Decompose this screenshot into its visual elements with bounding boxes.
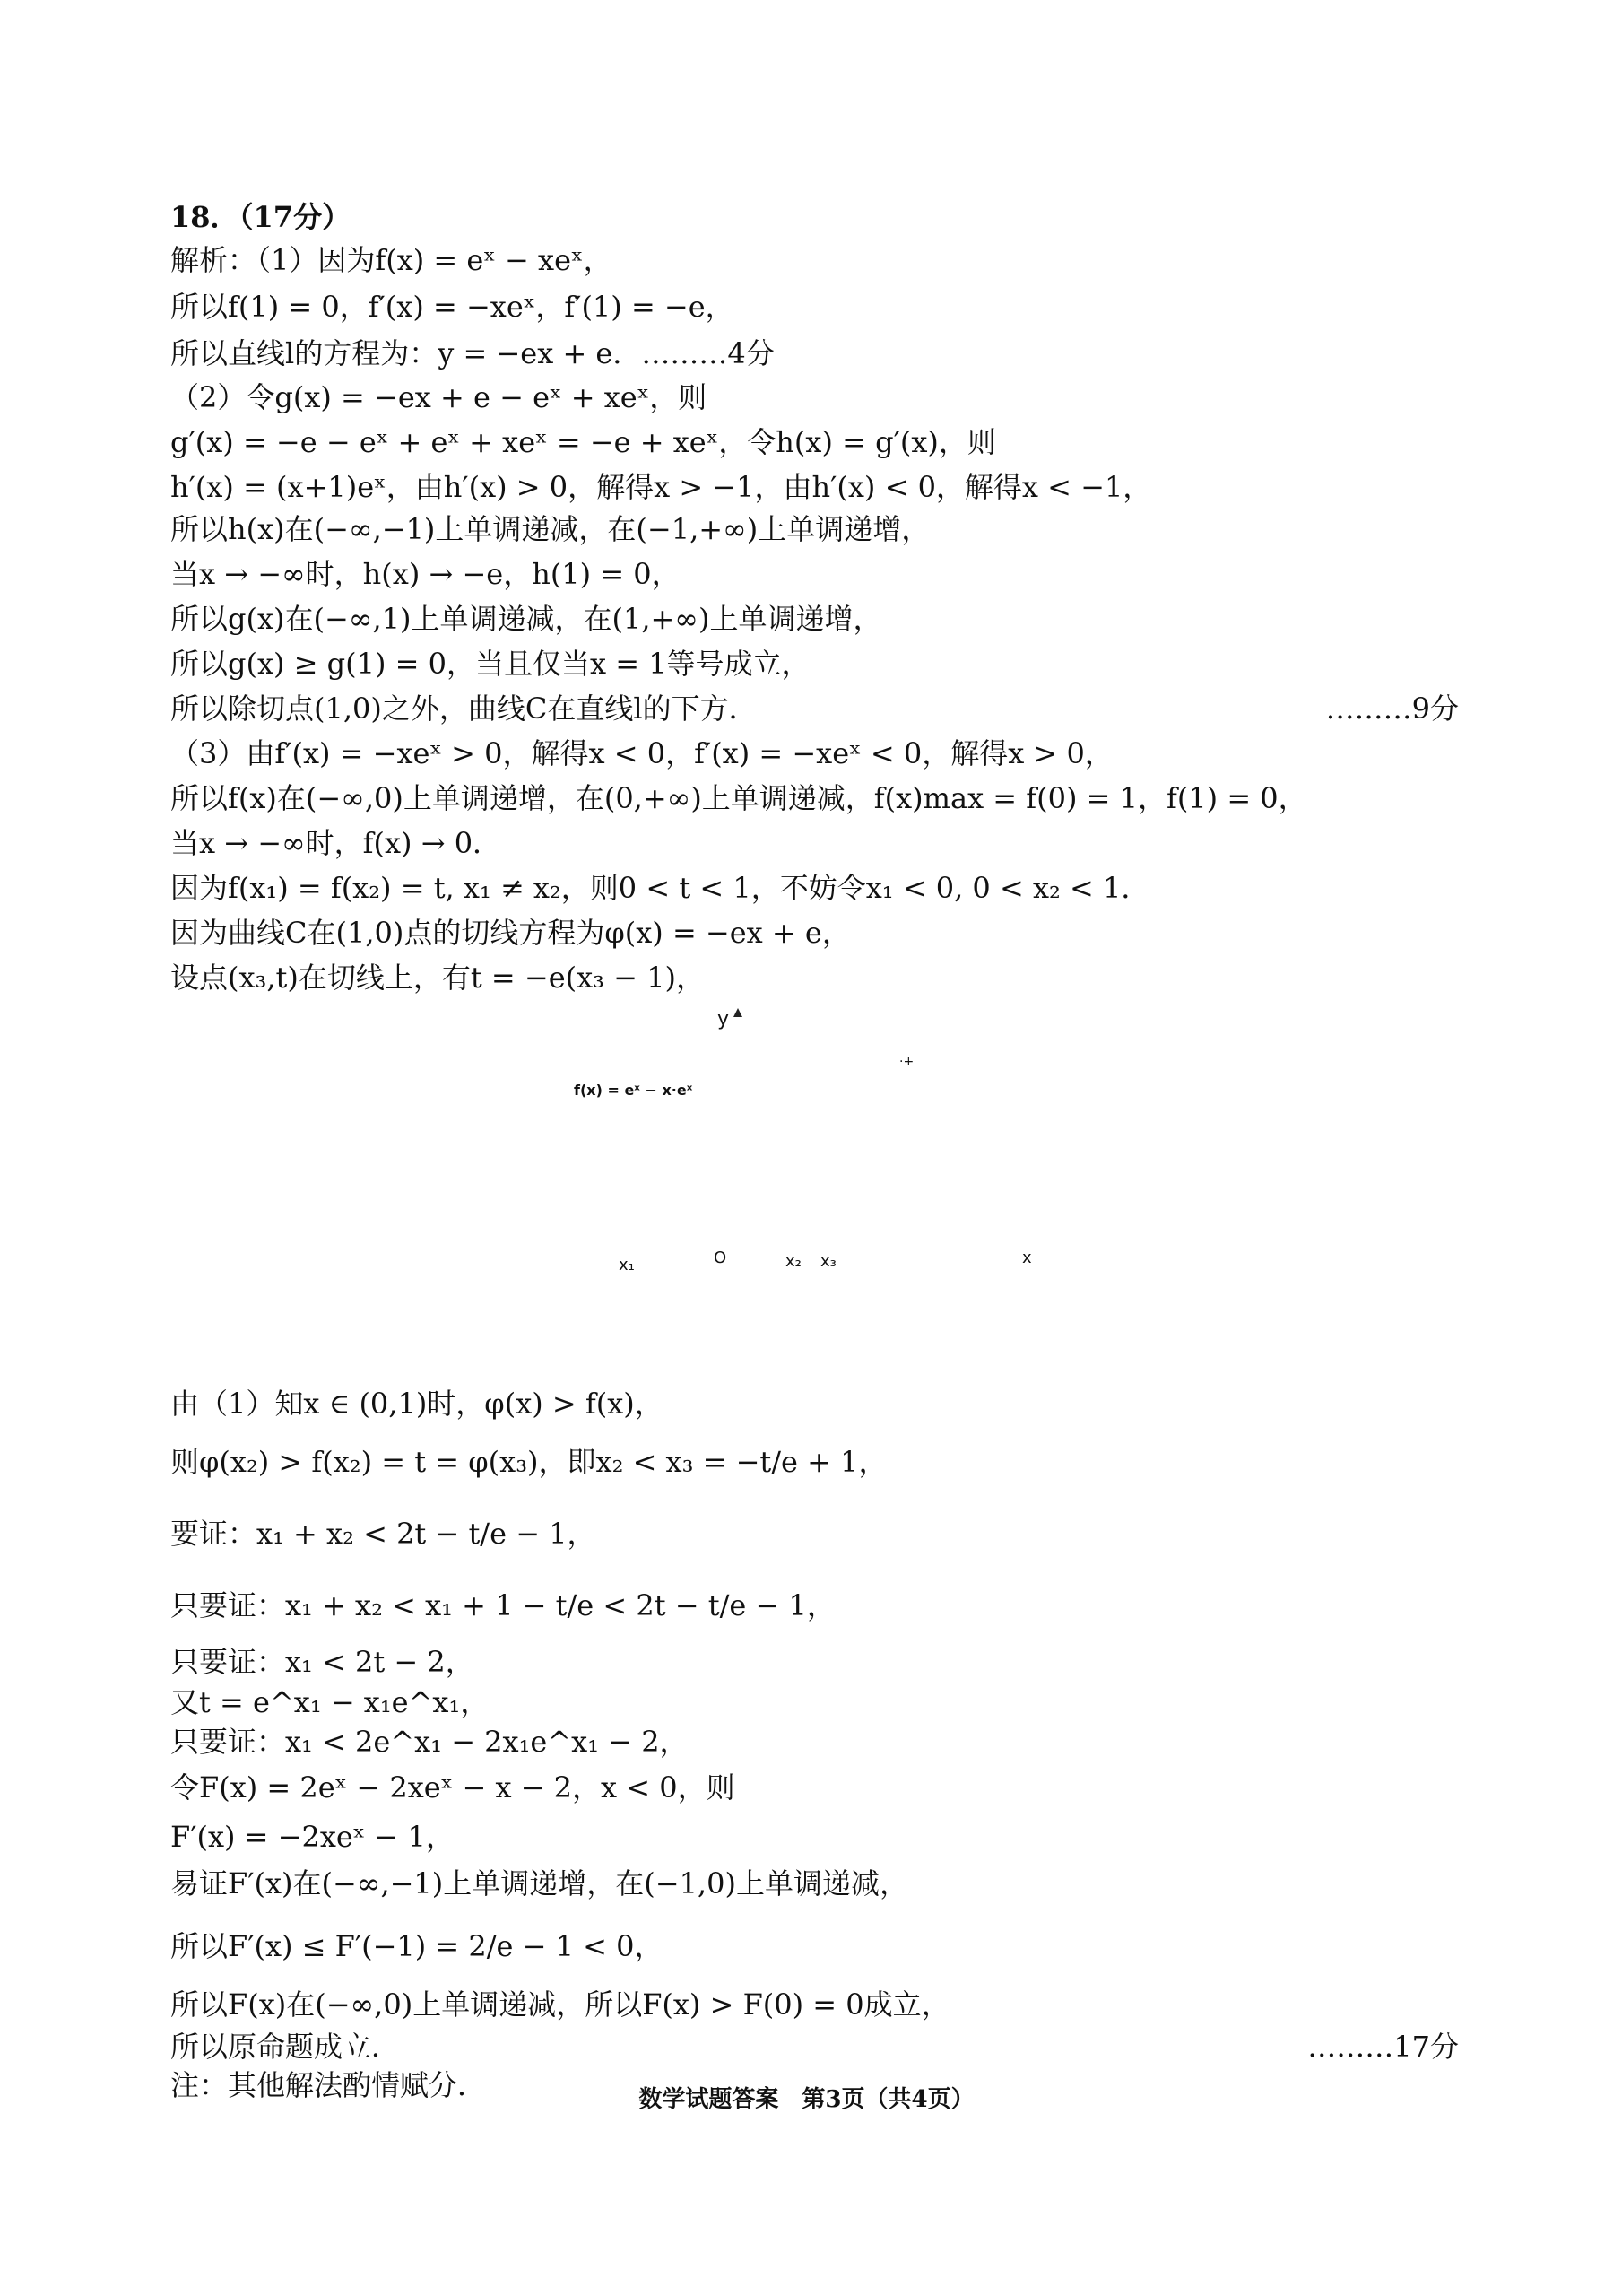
solution-line: 因为f(x₁) = f(x₂) = t, x₁ ≠ x₂，则0 < t < 1，不妨令x₁ < 0, 0 < x₂ < 1． <box>170 871 1150 905</box>
solution-line: 所以h(x)在(−∞,−1)上单调递减，在(−1,+∞)上单调递增， <box>170 512 931 546</box>
score-marker: ………9分 <box>1325 691 1459 726</box>
solution-line: 只要证：x₁ + x₂ < x₁ + 1 − t/e < 2t − t/e − 1， <box>170 1588 836 1622</box>
x1-label: x₁ <box>619 1256 635 1274</box>
solution-line: 又t = e^x₁ − x₁e^x₁， <box>170 1685 490 1719</box>
function-graph <box>0 996 1613 1318</box>
function-label: f(x) = eˣ − x·eˣ <box>574 1082 693 1099</box>
y-axis-label: y <box>717 1008 730 1031</box>
solution-line: （2）令g(x) = −ex + e − eˣ + xeˣ，则 <box>170 380 707 414</box>
solution-line: 所以F(x)在(−∞,0)上单调递减，所以F(x) > F(0) = 0成立， <box>170 1987 950 2022</box>
solution-line: 所以f(1) = 0，f′(x) = −xeˣ，f′(1) = −e， <box>170 290 734 324</box>
x2-label: x₂ <box>785 1252 802 1271</box>
score-marker: ………17分 <box>1307 2030 1459 2064</box>
solution-line: 要证：x₁ + x₂ < 2t − t/e − 1， <box>170 1517 596 1551</box>
page-footer: 数学试题答案 第3页（共4页） <box>638 2086 975 2113</box>
mark-plus: ·+ <box>899 1055 915 1069</box>
solution-line: 所以g(x) ≥ g(1) = 0，当且仅当x = 1等号成立， <box>170 647 811 681</box>
solution-line: （3）由f′(x) = −xeˣ > 0，解得x < 0，f′(x) = −xeˣ < 0，解得x > 0， <box>170 736 1114 770</box>
solution-line: 因为曲线C在(1,0)点的切线方程为φ(x) = −ex + e， <box>170 916 851 950</box>
solution-line: 则φ(x₂) > f(x₂) = t = φ(x₃)，即x₂ < x₃ = −t/e + 1， <box>170 1445 888 1479</box>
y-axis-arrow <box>733 1008 742 1017</box>
solution-line: 所以F′(x) ≤ F′(−1) = 2/e − 1 < 0， <box>170 1929 663 1963</box>
solution-line: 设点(x₃,t)在切线上，有t = −e(x₃ − 1)， <box>170 961 706 995</box>
solution-line: g′(x) = −e − eˣ + eˣ + xeˣ = −e + xeˣ，令h(x) = g′(x)，则 <box>170 425 996 459</box>
solution-line: 注：其他解法酌情赋分． <box>170 2068 487 2102</box>
solution-line: 易证F′(x)在(−∞,−1)上单调递增，在(−1,0)上单调递减， <box>170 1866 908 1900</box>
solution-line: h′(x) = (x+1)eˣ，由h′(x) > 0，解得x > −1，由h′(x) < 0，解得x < −1， <box>170 470 1152 504</box>
solution-line: F′(x) = −2xeˣ − 1， <box>170 1820 455 1854</box>
x-axis-label: x <box>1022 1248 1032 1267</box>
problem-heading: 18．（17分） <box>170 200 351 234</box>
origin-label: O <box>714 1248 727 1267</box>
solution-line: 只要证：x₁ < 2t − 2， <box>170 1645 474 1679</box>
solution-line: 所以直线l的方程为：y = −ex + e．………4分 <box>170 336 775 370</box>
solution-line: 由（1）知x ∈ (0,1)时，φ(x) > f(x)， <box>170 1387 663 1421</box>
solution-line: 所以g(x)在(−∞,1)上单调递减，在(1,+∞)上单调递增， <box>170 602 882 636</box>
solution-line: 当x → −∞时，h(x) → −e，h(1) = 0， <box>170 557 681 591</box>
solution-line: 只要证：x₁ < 2e^x₁ − 2x₁e^x₁ − 2， <box>170 1725 689 1759</box>
solution-line: 当x → −∞时，f(x) → 0． <box>170 826 502 860</box>
x3-label: x₃ <box>820 1252 837 1271</box>
solution-line: 解析：（1）因为f(x) = eˣ − xeˣ， <box>170 243 612 277</box>
solution-line: 令F(x) = 2eˣ − 2xeˣ − x − 2，x < 0，则 <box>170 1770 735 1805</box>
solution-line: 所以原命题成立． <box>170 2030 401 2064</box>
solution-line: 所以f(x)在(−∞,0)上单调递增，在(0,+∞)上单调递减，f(x)max = f(0) = 1，f(1) = 0， <box>170 781 1307 815</box>
solution-line: 所以除切点(1,0)之外，曲线C在直线l的下方． <box>170 691 758 726</box>
